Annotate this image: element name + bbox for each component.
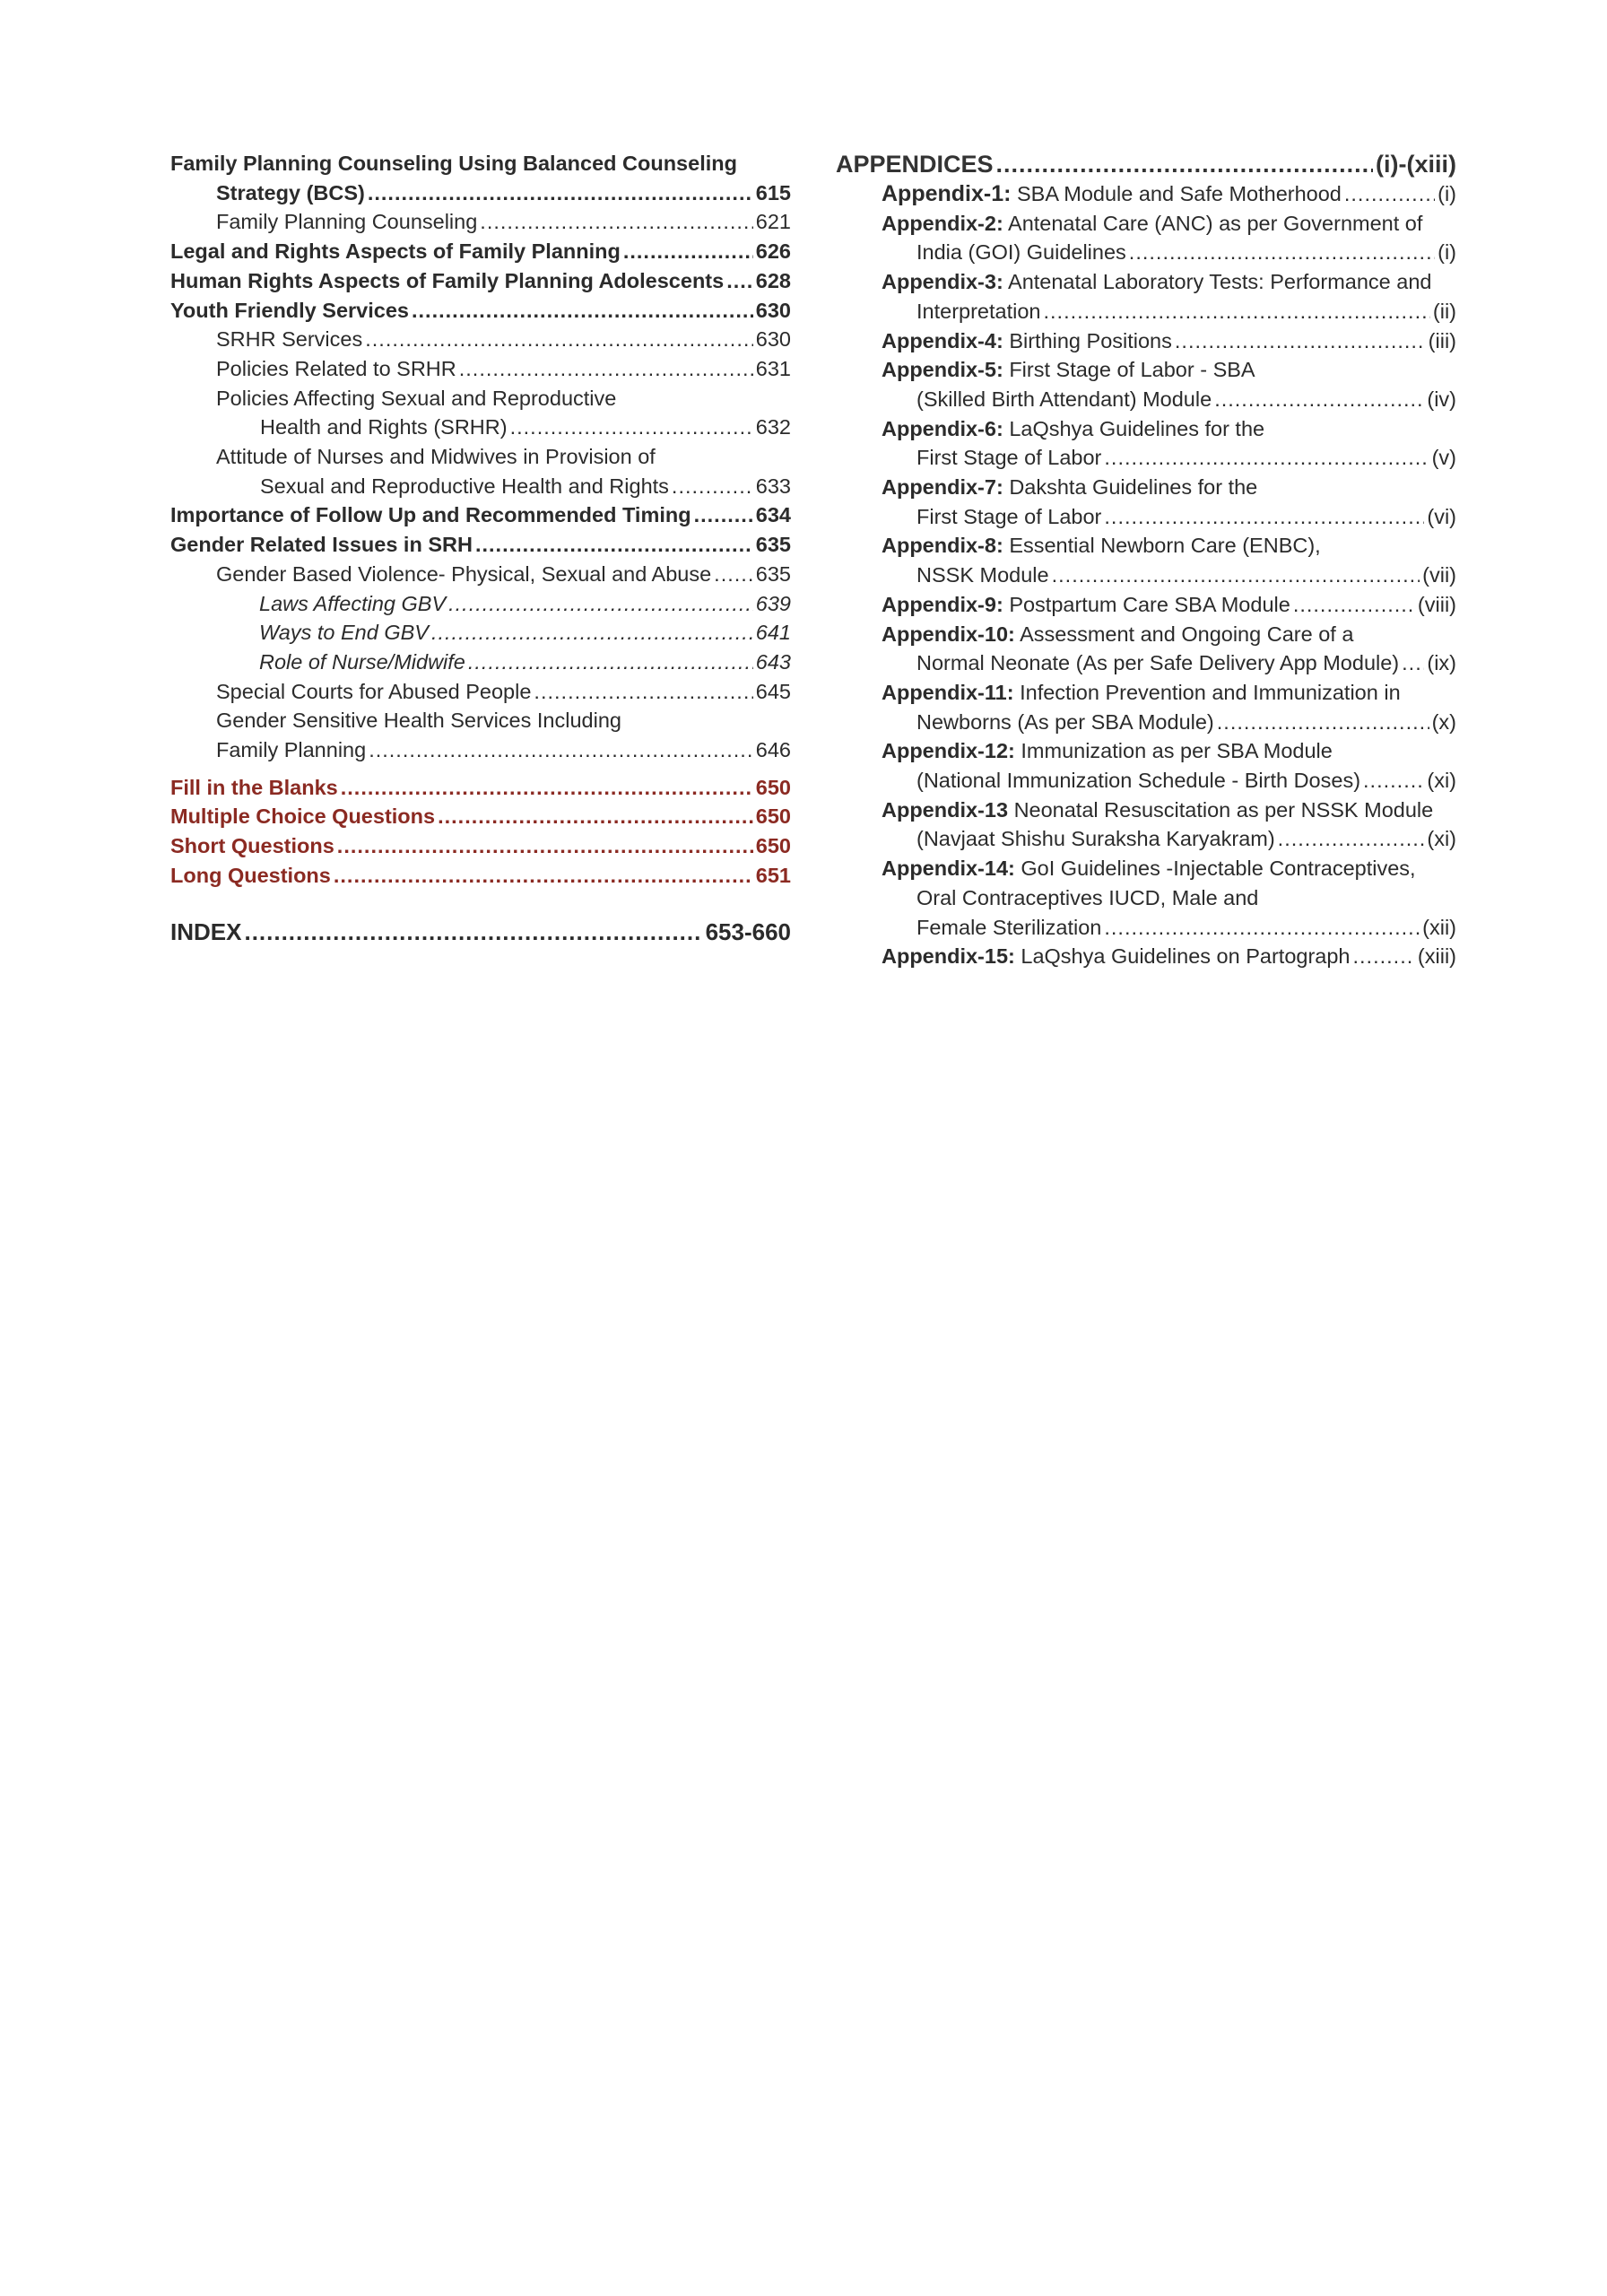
- appendix-line: [882, 326, 1456, 356]
- appendix-line: [882, 854, 1456, 883]
- appendix-line: [882, 824, 1456, 854]
- appendix-entry-app5[interactable]: [836, 355, 1456, 413]
- appendix-text-wrap: [916, 766, 1360, 796]
- appendix-entry-app1[interactable]: [836, 179, 1456, 209]
- toc-entry-title: Sexual and Reproductive Health and Rights: [260, 474, 669, 498]
- appendix-title: Essential Newborn Care (ENBC),: [1009, 534, 1321, 558]
- leader-dots: [337, 831, 753, 861]
- appendix-line: [882, 385, 1456, 414]
- leader-dots: [334, 861, 753, 891]
- appendix-text-wrap: [916, 238, 1126, 267]
- toc-entry-page: 631: [755, 356, 791, 380]
- leader-dots: [1052, 561, 1420, 590]
- toc-entry-fpc-bcs[interactable]: [170, 149, 791, 207]
- appendix-title: First Stage of Labor: [916, 446, 1102, 470]
- appendix-label: Appendix-4:: [882, 328, 1003, 352]
- leader-dots: [1043, 297, 1429, 326]
- toc-entry-srhr-services[interactable]: [170, 325, 791, 354]
- leader-dots: [365, 325, 753, 354]
- toc-entry-page: 653-660: [705, 918, 791, 945]
- appendix-text-wrap: [916, 708, 1214, 737]
- toc-entry-page: 650: [755, 834, 791, 858]
- leader-dots: [1104, 913, 1420, 943]
- appendix-entry-app7[interactable]: [836, 473, 1456, 531]
- appendix-text-wrap: [882, 590, 1290, 620]
- leader-dots: [510, 413, 753, 442]
- appendix-line: [882, 913, 1456, 943]
- leader-dots: [341, 773, 753, 803]
- appendix-label: Appendix-9:: [882, 592, 1003, 616]
- appendix-text-wrap: [916, 561, 1049, 590]
- appendix-title: India (GOI) Guidelines: [916, 240, 1126, 265]
- toc-entry-fp-counseling[interactable]: [170, 207, 791, 237]
- toc-entry-page: 615: [755, 180, 791, 204]
- appendix-label: Appendix-1:: [882, 181, 1012, 206]
- leader-dots: [694, 500, 753, 530]
- leader-dots: [1402, 648, 1424, 678]
- appendix-title: Birthing Positions: [1009, 328, 1172, 352]
- appendix-label: Appendix-2:: [882, 211, 1003, 235]
- appendix-text-wrap: [882, 942, 1351, 971]
- toc-entry-page: 645: [755, 679, 791, 703]
- appendix-title: (Navjaat Shishu Suraksha Karyakram): [916, 827, 1275, 851]
- leader-dots: [475, 530, 753, 560]
- appendix-label: Appendix-14:: [882, 857, 1015, 881]
- toc-entry-title: Gender Based Violence- Physical, Sexual and Abuse: [216, 561, 712, 586]
- appendix-entry-app11[interactable]: [836, 678, 1456, 736]
- toc-entry-page: 634: [755, 503, 791, 527]
- appendix-title: Antenatal Laboratory Tests: Performance and: [1008, 270, 1432, 294]
- toc-entry-title: Special Courts for Abused People: [216, 679, 532, 703]
- appendix-title: Normal Neonate (As per Safe Delivery App Module): [916, 651, 1400, 675]
- appendix-entry-app6[interactable]: [836, 414, 1456, 473]
- toc-entry-youth-friendly[interactable]: [170, 296, 791, 326]
- appendix-label: Appendix-3:: [882, 270, 1003, 294]
- appendix-page: (v): [1431, 446, 1456, 470]
- toc-entry-page: 626: [755, 239, 791, 264]
- toc-entry-title: Ways to End GBV: [259, 621, 429, 645]
- appendix-page: (vi): [1427, 504, 1456, 528]
- appendix-title: Postpartum Care SBA Module: [1009, 592, 1290, 616]
- leader-dots: [244, 918, 702, 947]
- appendix-entry-app4[interactable]: [836, 326, 1456, 356]
- toc-entry-title: Family Planning: [216, 738, 367, 762]
- toc-entry-page: 651: [755, 863, 791, 887]
- appendix-title: LaQshya Guidelines on Partograph: [1021, 944, 1351, 969]
- leader-dots: [1129, 238, 1435, 267]
- toc-entry-gender-sensitive[interactable]: [170, 706, 791, 764]
- toc-entry-row: [170, 500, 791, 530]
- toc-entry-row: [216, 560, 791, 589]
- appendix-label: Appendix-10:: [882, 622, 1015, 646]
- toc-entry-title: Fill in the Blanks: [170, 775, 338, 799]
- appendix-label: Appendix-7:: [882, 475, 1003, 500]
- toc-entry-row: [216, 325, 791, 354]
- appendix-title: Antenatal Care (ANC) as per Government of: [1008, 211, 1423, 235]
- appendix-label: Appendix-5:: [882, 358, 1003, 382]
- appendices-heading: [836, 149, 1456, 179]
- appendix-text-wrap: [916, 443, 1101, 473]
- appendix-title: LaQshya Guidelines for the: [1009, 416, 1265, 440]
- appendix-line: [882, 796, 1456, 825]
- appendix-line: [882, 736, 1456, 766]
- appendix-title: SBA Module and Safe Motherhood: [1016, 182, 1342, 205]
- leader-dots: [438, 802, 753, 831]
- appendix-page: (xii): [1422, 915, 1456, 939]
- toc-entry-title-line: Family Planning Counseling Using Balanced Counseling: [170, 152, 737, 175]
- toc-entry-mcq[interactable]: [170, 802, 791, 831]
- appendix-entry-app3[interactable]: [836, 267, 1456, 326]
- toc-entry-human-rights[interactable]: [170, 266, 791, 296]
- appendix-entry-app8[interactable]: [836, 531, 1456, 589]
- appendix-text-wrap: [882, 179, 1342, 209]
- toc-entry-follow-up[interactable]: [170, 500, 791, 530]
- toc-entry-row: [216, 413, 791, 442]
- appendix-entry-app2[interactable]: [836, 209, 1456, 267]
- appendix-line: [882, 883, 1456, 913]
- toc-entry-title: Legal and Rights Aspects of Family Planning: [170, 239, 621, 264]
- appendix-page: (xi): [1427, 769, 1456, 793]
- appendix-page: (vii): [1422, 563, 1456, 587]
- leader-dots: [1363, 766, 1424, 796]
- appendix-line: [882, 443, 1456, 473]
- appendix-line: [882, 209, 1456, 239]
- appendix-title: First Stage of Labor - SBA: [1009, 358, 1255, 382]
- toc-entry-title: Importance of Follow Up and Recommended Timing: [170, 503, 691, 527]
- appendix-title: Neonatal Resuscitation as per NSSK Module: [1013, 797, 1434, 822]
- appendix-page: (iii): [1428, 328, 1456, 352]
- toc-entry-role-nurse[interactable]: [170, 648, 791, 677]
- toc-entry-index[interactable]: [170, 918, 791, 947]
- appendix-page: (viii): [1417, 592, 1456, 616]
- appendix-text-wrap: [882, 326, 1172, 356]
- leader-dots: [996, 149, 1373, 179]
- toc-entry-legal-rights[interactable]: [170, 237, 791, 266]
- toc-entry-title: INDEX: [170, 918, 242, 945]
- appendix-title: Assessment and Ongoing Care of a: [1020, 622, 1354, 646]
- toc-entry-attitude-nurses[interactable]: [170, 442, 791, 500]
- toc-entry-fill-blanks[interactable]: [170, 773, 791, 803]
- toc-entry-row: [170, 296, 791, 326]
- toc-entry-short-q[interactable]: [170, 831, 791, 861]
- toc-entry-title-line: Attitude of Nurses and Midwives in Provision of: [216, 445, 656, 469]
- appendix-label: Appendix-6:: [882, 416, 1003, 440]
- appendix-title: Female Sterilization: [916, 915, 1102, 939]
- appendix-text-wrap: [916, 913, 1101, 943]
- toc-entry-page: 628: [755, 268, 791, 292]
- leader-dots: [459, 354, 753, 384]
- toc-entry-laws-gbv[interactable]: [170, 589, 791, 619]
- appendix-title: (National Immunization Schedule - Birth Doses): [916, 769, 1361, 793]
- toc-entry-page: 621: [755, 210, 791, 234]
- toc-entry-row: [259, 589, 791, 619]
- appendix-text-wrap: [916, 824, 1275, 854]
- toc-entry-row: [216, 677, 791, 707]
- appendices-heading-label: APPENDICES: [836, 151, 994, 178]
- leader-dots: [672, 472, 753, 501]
- toc-entry-page: 635: [755, 533, 791, 557]
- toc-entry-title: Human Rights Aspects of Family Planning Adolescents: [170, 268, 725, 292]
- toc-entry-page: 635: [755, 561, 791, 586]
- toc-entry-gender-issues[interactable]: [170, 530, 791, 560]
- toc-entry-ways-end-gbv[interactable]: [170, 618, 791, 648]
- toc-entry-row: [170, 773, 791, 803]
- appendix-label: Appendix-15:: [882, 944, 1015, 969]
- appendix-text-wrap: [916, 385, 1212, 414]
- leader-dots: [714, 560, 753, 589]
- leader-dots: [623, 237, 753, 266]
- toc-entry-row: [259, 618, 791, 648]
- toc-entry-page: 639: [755, 591, 791, 615]
- appendix-title: Immunization as per SBA Module: [1021, 739, 1333, 763]
- toc-right-column: [836, 149, 1456, 971]
- appendix-line: [882, 473, 1456, 502]
- toc-entry-title: Role of Nurse/Midwife: [259, 649, 465, 674]
- toc-entry-row: [170, 237, 791, 266]
- appendix-text-wrap: [916, 502, 1101, 532]
- toc-entry-row: [216, 354, 791, 384]
- toc-left-column: [170, 149, 791, 946]
- toc-entry-title: Youth Friendly Services: [170, 298, 409, 322]
- toc-entry-row: [170, 802, 791, 831]
- toc-entry-row: [216, 472, 791, 501]
- toc-entry-title: Short Questions: [170, 834, 334, 858]
- appendix-line: [882, 238, 1456, 267]
- toc-entry-title: Laws Affecting GBV: [259, 591, 447, 615]
- toc-entry-title: Long Questions: [170, 863, 331, 887]
- toc-entry-row: [259, 648, 791, 677]
- appendix-title: Dakshta Guidelines for the: [1009, 475, 1258, 500]
- appendix-title: NSSK Module: [916, 563, 1049, 587]
- appendix-line: [882, 355, 1456, 385]
- appendix-entry-app12[interactable]: [836, 736, 1456, 795]
- toc-entry-row: [170, 178, 791, 208]
- toc-entry-row: [170, 918, 791, 947]
- toc-entry-page: 630: [755, 298, 791, 322]
- appendix-entry-app13[interactable]: [836, 796, 1456, 854]
- toc-entry-page: 643: [755, 649, 791, 674]
- toc-entry-special-courts[interactable]: [170, 677, 791, 707]
- appendix-line: [882, 414, 1456, 444]
- leader-dots: [468, 648, 753, 677]
- toc-entry-page: 630: [755, 327, 791, 352]
- toc-entry-row: [216, 735, 791, 765]
- leader-dots: [1353, 942, 1415, 971]
- toc-entry-title-line: Gender Sensitive Health Services Including: [216, 709, 621, 733]
- appendix-line: [882, 267, 1456, 297]
- appendix-line: [882, 531, 1456, 561]
- toc-entry-title: Strategy (BCS): [216, 180, 365, 204]
- leader-dots: [1217, 708, 1429, 737]
- toc-entry-page: 650: [755, 804, 791, 829]
- toc-entry-title: Gender Related Issues in SRH: [170, 533, 473, 557]
- leader-dots: [431, 618, 753, 648]
- appendix-line: [882, 502, 1456, 532]
- appendix-entry-app9[interactable]: [836, 590, 1456, 620]
- section-spacer: [170, 765, 791, 773]
- toc-entry-page: 650: [755, 775, 791, 799]
- toc-entry-row: [170, 530, 791, 560]
- appendix-page: (i): [1438, 182, 1456, 205]
- appendix-line: [882, 648, 1456, 678]
- toc-entry-title: Multiple Choice Questions: [170, 804, 436, 829]
- leader-dots: [1104, 502, 1424, 532]
- appendix-page: (xi): [1427, 827, 1456, 851]
- appendix-page: (i): [1438, 240, 1456, 265]
- leader-dots: [369, 735, 753, 765]
- leader-dots: [1278, 824, 1425, 854]
- appendix-entry-app14[interactable]: [836, 854, 1456, 942]
- leader-dots: [1293, 590, 1415, 620]
- toc-entry-row: [170, 831, 791, 861]
- appendices-heading-page: (i)-(xiii): [1376, 151, 1456, 178]
- appendix-page: (xiii): [1417, 944, 1456, 969]
- appendix-page: (x): [1431, 709, 1456, 734]
- leader-dots: [448, 589, 753, 619]
- toc-entry-gbv[interactable]: [170, 560, 791, 589]
- appendix-text-wrap: [916, 648, 1399, 678]
- appendix-line: [882, 708, 1456, 737]
- appendix-title: Infection Prevention and Immunization in: [1020, 680, 1401, 704]
- appendix-page: (iv): [1427, 387, 1456, 411]
- leader-dots: [534, 677, 752, 707]
- toc-entry-page: 641: [755, 621, 791, 645]
- appendix-page: (ii): [1432, 299, 1456, 323]
- toc-entry-page: 633: [755, 474, 791, 498]
- leader-dots: [368, 178, 753, 208]
- appendix-line: [882, 297, 1456, 326]
- toc-entry-title: Family Planning Counseling: [216, 210, 478, 234]
- appendix-label: Appendix-8:: [882, 534, 1003, 558]
- appendix-label: Appendix-13: [882, 797, 1009, 822]
- appendix-entry-app10[interactable]: [836, 620, 1456, 678]
- toc-entry-policies-srhr[interactable]: [170, 354, 791, 384]
- appendix-line: [882, 942, 1456, 971]
- appendix-label: Appendix-12:: [882, 739, 1015, 763]
- appendix-line: [882, 766, 1456, 796]
- appendix-title: Newborns (As per SBA Module): [916, 709, 1214, 734]
- toc-entry-row: [216, 207, 791, 237]
- appendix-line: [882, 561, 1456, 590]
- toc-entry-title: Policies Related to SRHR: [216, 356, 456, 380]
- leader-dots: [1104, 443, 1429, 473]
- appendix-list: [836, 179, 1456, 971]
- appendix-text-wrap: [916, 297, 1040, 326]
- leader-dots: [1214, 385, 1424, 414]
- appendix-entry-app15[interactable]: [836, 942, 1456, 971]
- toc-entry-long-q[interactable]: [170, 861, 791, 891]
- appendix-line: [882, 620, 1456, 649]
- appendix-line: [882, 179, 1456, 209]
- leader-dots: [480, 207, 752, 237]
- appendix-title: (Skilled Birth Attendant) Module: [916, 387, 1212, 411]
- appendix-title: First Stage of Labor: [916, 504, 1102, 528]
- appendix-title: Interpretation: [916, 299, 1041, 323]
- leader-dots: [1175, 326, 1426, 356]
- toc-entry-page: 632: [755, 415, 791, 439]
- appendix-line: [882, 678, 1456, 708]
- toc-entry-page: 646: [755, 738, 791, 762]
- toc-entry-title-line: Policies Affecting Sexual and Reproductive: [216, 386, 617, 410]
- leader-dots: [412, 296, 753, 326]
- toc-entry-title: Health and Rights (SRHR): [260, 415, 508, 439]
- toc-entry-row: [170, 861, 791, 891]
- appendix-title: Oral Contraceptives IUCD, Male and: [916, 885, 1259, 909]
- appendix-title: GoI Guidelines -Injectable Contraceptives,: [1021, 857, 1416, 881]
- appendix-line: [882, 590, 1456, 620]
- section-spacer: [170, 891, 791, 918]
- appendix-page: (ix): [1427, 651, 1456, 675]
- toc-entry-row: [170, 266, 791, 296]
- toc-entry-title: SRHR Services: [216, 327, 363, 352]
- appendix-label: Appendix-11:: [882, 680, 1014, 704]
- toc-entry-policies-affecting[interactable]: [170, 384, 791, 442]
- leader-dots: [726, 266, 753, 296]
- leader-dots: [1344, 179, 1435, 209]
